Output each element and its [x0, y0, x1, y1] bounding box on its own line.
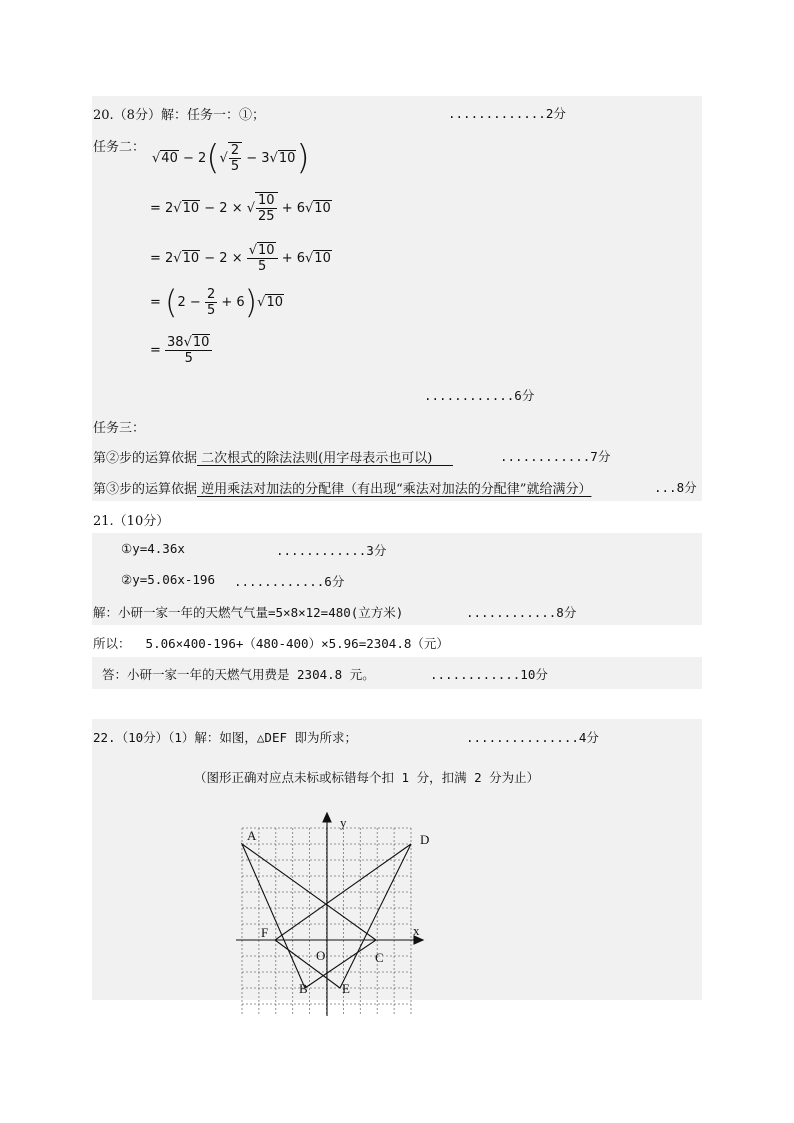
- q20-formula-line1: √ 40 − 2 ( √ $\frac{2}{5}$ − 3√ 10 ): [152, 138, 310, 178]
- q20-step3-prefix: 第③步的运算依据: [93, 482, 198, 497]
- q21-line3: 解：小研一家一年的天燃气气量=5×8×12=480(立方米): [93, 605, 404, 620]
- label-a: A: [247, 828, 257, 843]
- q20-header: 20.（8分）解：任务一：①；: [93, 108, 265, 123]
- q22-header: 22.（10分）（1）解：如图，△DEF 即为所求；: [93, 730, 358, 745]
- q20-step3-line: [93, 478, 591, 497]
- q20-task2-label: 任务二：: [93, 140, 146, 155]
- q20-formula-line4: = ( 2 − $\frac{2}{5}$ + 6 ) √ 10: [150, 283, 283, 321]
- q20-step3-score: ...8分: [654, 480, 697, 495]
- q21-header: 21.（10分）: [93, 514, 170, 529]
- q20-step2-prefix: 第②步的运算依据: [93, 451, 198, 466]
- label-b: B: [299, 981, 308, 996]
- q20-task3-label: 任务三：: [93, 421, 146, 436]
- point-labels: [247, 815, 429, 996]
- coordinate-grid-figure: [230, 812, 430, 1022]
- q21-line1: ①y=4.36x: [121, 541, 185, 556]
- q21-line1-score: ............3分: [276, 543, 387, 558]
- q21-line4: 所以： 5.06×400-196+（480-400）×5.96=2304.8（元）: [93, 636, 449, 651]
- q20-step2-score: ............7分: [500, 449, 611, 464]
- q22-header-score: ...............4分: [466, 730, 599, 745]
- label-f: F: [261, 925, 269, 940]
- q21-line5: 答：小研一家一年的天燃气用费是 2304.8 元。: [102, 667, 375, 682]
- label-o: O: [316, 948, 326, 963]
- q20-formula-line5: = $\frac{38√10}{5}$: [150, 330, 212, 370]
- label-e: E: [342, 981, 350, 996]
- q20-formula-line2: = 2√ 10 − 2 × √ $\frac{10}{25}$ + 6√ 10: [150, 193, 331, 224]
- q21-line2-score: ............6分: [234, 574, 345, 589]
- q21-line2: ②y=5.06x-196: [121, 572, 215, 587]
- q20-step2-line: [93, 447, 453, 466]
- label-y: y: [340, 815, 347, 830]
- q22-note: （图形正确对应点未标或标错每个扣 1 分，扣满 2 分为止）: [194, 770, 540, 785]
- q20-task2-score: ............6分: [424, 388, 535, 403]
- q20-formula-line3: = 2√ 10 − 2 × $\frac{√10}{5}$ + 6√ 10: [150, 242, 331, 274]
- label-x: x: [413, 923, 420, 938]
- axes: [236, 813, 423, 1016]
- label-c: C: [375, 950, 384, 965]
- q20-step3-reason: 逆用乘法对加法的分配律（有出现“乘法对加法的分配律”就给满分）: [197, 482, 592, 497]
- q21-line5-score: ............10分: [430, 667, 548, 682]
- q21-line3-score: ............8分: [466, 605, 577, 620]
- label-d: D: [420, 832, 430, 847]
- q20-step2-reason: 二次根式的除法法则(用字母表示也可以): [197, 451, 453, 466]
- q20-header-score: .............2分: [448, 106, 566, 121]
